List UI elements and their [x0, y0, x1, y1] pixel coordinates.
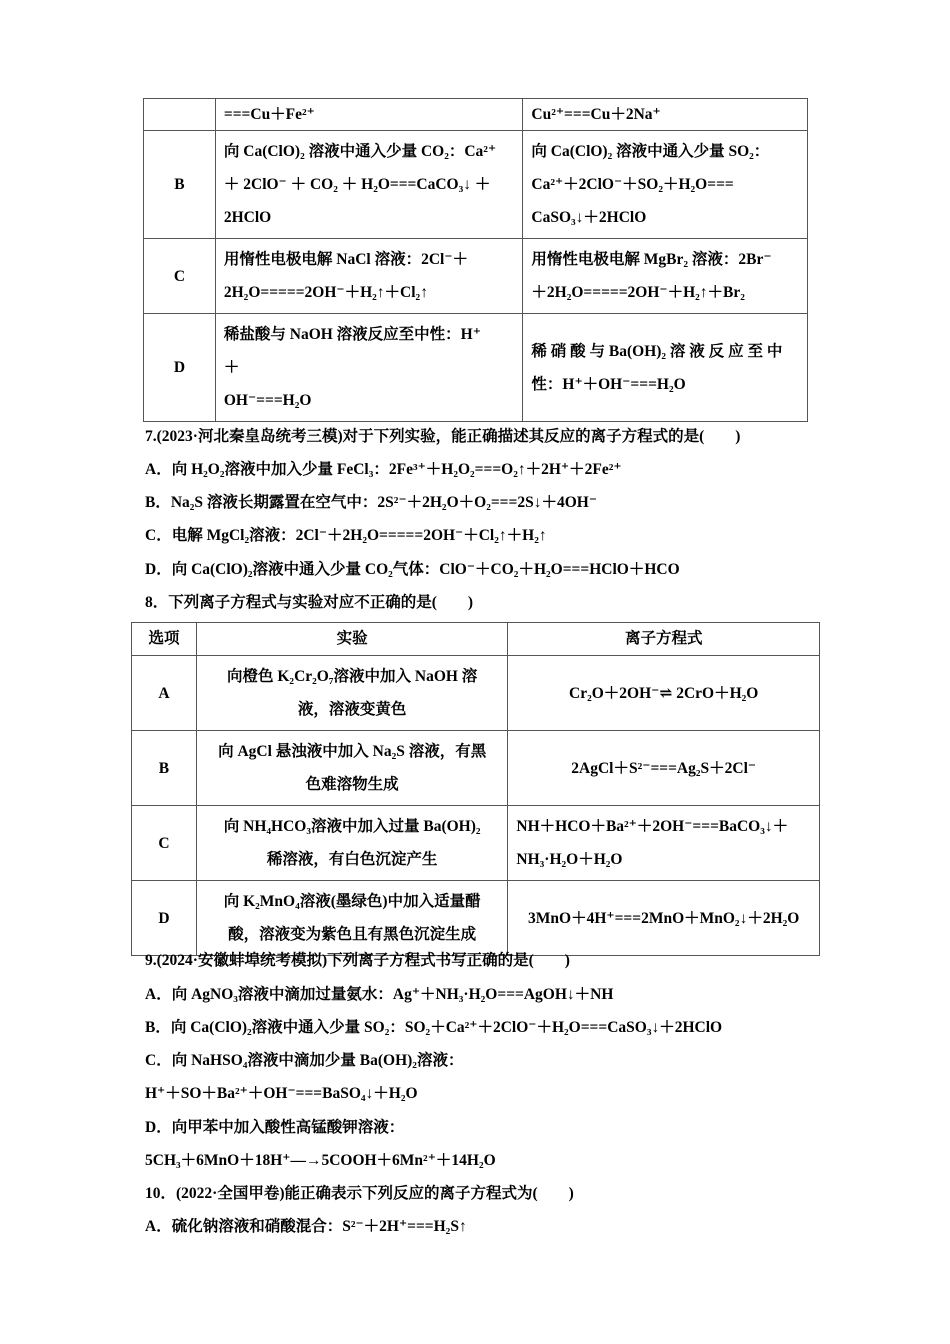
table-header-row [132, 623, 820, 656]
cell-line: ＋ [223, 359, 240, 376]
question-9-option-a: A．向 AgNO₃溶液中滴加过量氨水：Ag⁺＋NH₃·H₂O===AgOH↓＋NH [145, 986, 614, 1003]
row-label: D [132, 881, 197, 956]
cell-right [523, 239, 808, 314]
cell-line: 稀盐酸与 NaOH 溶液反应至中性：H⁺ [223, 326, 481, 343]
cell-right [523, 131, 808, 239]
table-row [144, 99, 808, 131]
cell-left [215, 314, 523, 422]
question-7-option-d: D．向 Ca(ClO)₂溶液中通入少量 CO₂气体：ClO⁻＋CO₂＋H₂O===HClO＋HCO [145, 561, 680, 578]
cell-line: NH＋HCO＋Ba²⁺＋2OH⁻===BaCO₃↓＋ [516, 818, 789, 835]
row-label: C [132, 806, 197, 881]
cell-line: Cu²⁺===Cu＋2Na⁺ [531, 105, 661, 123]
equation-cell [508, 881, 820, 956]
cell-line: 用惰性电极电解 MgBr₂ 溶液：2Br⁻ [531, 251, 772, 268]
question-10-stem: 10．(2022·全国甲卷)能正确表示下列反应的离子方程式为( ) [145, 1185, 574, 1202]
experiment-cell [196, 806, 507, 881]
cell-line: 稀溶液，有白色沉淀产生 [266, 851, 438, 868]
row-label: B [144, 131, 216, 239]
table-row [132, 806, 820, 881]
cell-left [215, 99, 523, 131]
cell-left [215, 239, 523, 314]
question-8-stem: 8．下列离子方程式与实验对应不正确的是( ) [145, 594, 474, 611]
cell-line: 酸，溶液变为紫色且有黑色沉淀生成 [228, 926, 477, 943]
cell-line: 液，溶液变黄色 [297, 701, 407, 718]
cell-line: 向 Ca(ClO)₂ 溶液中通入少量 SO₂： [531, 143, 770, 160]
cell-line: NH₃·H₂O＋H₂O [516, 851, 623, 868]
table-row [144, 314, 808, 422]
comparison-table [143, 98, 808, 422]
cell-line: OH⁻===H₂O [223, 392, 312, 409]
cell-right [523, 99, 808, 131]
cell-line: 2H₂O=====2OH⁻＋H₂↑＋Cl₂↑ [223, 284, 428, 301]
table-row [144, 239, 808, 314]
question-9-option-c-equation: H⁺＋SO＋Ba²⁺＋OH⁻===BaSO₄↓＋H₂O [145, 1085, 418, 1102]
column-header: 选项 [132, 623, 197, 656]
question-9-option-d-equation: 5CH₃＋6MnO＋18H⁺―→5COOH＋6Mn²⁺＋14H₂O [145, 1152, 496, 1169]
question-9-stem: 9.(2024·安徽蚌埠统考模拟)下列离子方程式书写正确的是( ) [145, 952, 570, 969]
row-label: B [132, 731, 197, 806]
table-row [132, 656, 820, 731]
cell-line: 2HClO [223, 209, 272, 226]
cell-line: 2AgCl＋S²⁻===Ag₂S＋2Cl⁻ [571, 759, 757, 777]
cell-line: ＋ 2ClO⁻ ＋ CO₂ ＋ H₂O===CaCO₃↓ ＋ [223, 176, 491, 193]
question-7-option-c: C．电解 MgCl₂溶液：2Cl⁻＋2H₂O=====2OH⁻＋Cl₂↑＋H₂↑ [145, 527, 547, 544]
cell-line: 色难溶物生成 [305, 776, 399, 793]
row-label: D [144, 314, 216, 422]
question-7-option-b: B．Na₂S 溶液长期露置在空气中：2S²⁻＋2H₂O＋O₂===2S↓＋4OH⁻ [145, 494, 597, 511]
table-row [132, 881, 820, 956]
cell-right [523, 314, 808, 422]
question-7-stem: 7.(2023·河北秦皇岛统考三模)对于下列实验，能正确描述其反应的离子方程式的是( ) [145, 428, 741, 445]
cell-line: 性：H⁺＋OH⁻===H₂O [531, 375, 686, 393]
equation-cell [508, 731, 820, 806]
question-10-option-a: A．硫化钠溶液和硝酸混合：S²⁻＋2H⁺===H₂S↑ [145, 1218, 467, 1235]
question-9-option-b: B．向 Ca(ClO)₂溶液中通入少量 SO₂：SO₂＋Ca²⁺＋2ClO⁻＋H₂O===CaSO₃↓＋2HClO [145, 1019, 723, 1036]
cell-line: Ca²⁺＋2ClO⁻＋SO₂＋H₂O=== [531, 176, 734, 193]
cell-line: CaSO₃↓＋2HClO [531, 209, 647, 226]
table-row [132, 731, 820, 806]
cell-line: 用惰性电极电解 NaCl 溶液：2Cl⁻＋ [223, 251, 469, 268]
experiment-cell [196, 881, 507, 956]
question-9-option-c: C．向 NaHSO₄溶液中滴加少量 Ba(OH)₂溶液： [145, 1052, 464, 1069]
row-label: A [132, 656, 197, 731]
cell-line: 向 Ca(ClO)₂ 溶液中通入少量 CO₂：Ca²⁺ [223, 143, 497, 160]
cell-line: 向 K₂MnO₄溶液(墨绿色)中加入适量醋 [223, 893, 481, 910]
equation-cell [508, 656, 820, 731]
cell-line: 稀 硝 酸 与 Ba(OH)₂ 溶 液 反 应 至 中 [531, 342, 783, 360]
question-9-option-d: D．向甲苯中加入酸性高锰酸钾溶液： [145, 1119, 405, 1136]
cell-left [215, 131, 523, 239]
column-header: 离子方程式 [508, 623, 820, 656]
cell-line: Cr₂O＋2OH⁻⇌ 2CrO＋H₂O [569, 684, 759, 702]
question-7-option-a: A．向 H₂O₂溶液中加入少量 FeCl₃：2Fe³⁺＋H₂O₂===O₂↑＋2H⁺＋2Fe²⁺ [145, 461, 622, 478]
row-label [144, 99, 216, 131]
equation-cell [508, 806, 820, 881]
cell-line: ===Cu＋Fe²⁺ [223, 105, 315, 123]
cell-line: 3MnO＋4H⁺===2MnO＋MnO₂↓＋2H₂O [528, 909, 800, 927]
experiment-cell [196, 731, 507, 806]
row-label: C [144, 239, 216, 314]
question-8-table [131, 622, 820, 956]
column-header: 实验 [196, 623, 507, 656]
experiment-cell [196, 656, 507, 731]
table-row [144, 131, 808, 239]
cell-line: 向 NH₄HCO₃溶液中加入过量 Ba(OH)₂ [223, 818, 481, 835]
cell-line: ＋2H₂O=====2OH⁻＋H₂↑＋Br₂ [531, 284, 745, 301]
cell-line: 向橙色 K₂Cr₂O₇溶液中加入 NaOH 溶 [227, 668, 478, 685]
cell-line: 向 AgCl 悬浊液中加入 Na₂S 溶液，有黑 [218, 743, 487, 760]
